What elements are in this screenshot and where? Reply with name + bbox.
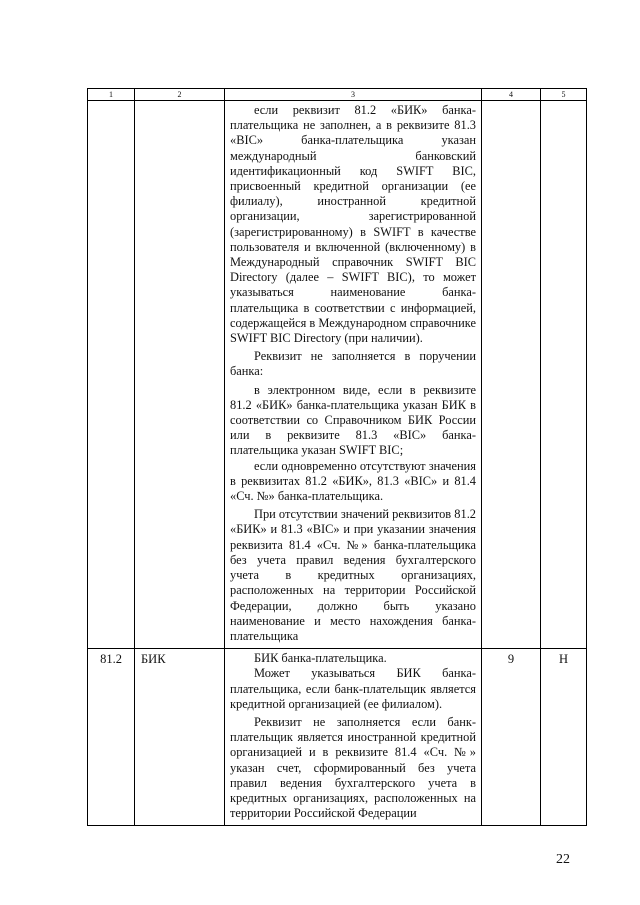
page-number: 22 [556,852,570,867]
row1-paragraph: в электронном виде, если в реквизите 81.2 «БИК» банка-плательщика указан БИК в соответствии со Справочником БИК России или в реквизите 81.3 «BIC» банка-плательщика указан SWIFT BIC; [230,382,476,458]
table-row [88,649,587,826]
row1-paragraph: если одновременно отсутствуют значения в реквизитах 81.2 «БИК», 81.3 «BIC» и 81.4 «Сч. №» банка-плательщика. [230,458,476,504]
row1-paragraph: При отсутствии значений реквизитов 81.2 «БИК» и 81.3 «BIC» и при указании значения реквизита 81.4 «Сч. №» банка-плательщика без учета правил ведения бухгалтерского учета в кредитных организациях, расположенных на территории Российской Федерации, должно быть указано наименование и место нахождения банка-плательщика [230,507,476,643]
row2-paragraph: Может указываться БИК банка-плательщика, если банк-плательщик является кредитной организацией (ее филиалом). [230,666,476,711]
row2-description-cell [225,649,482,826]
requisites-table [87,88,587,826]
row2-paragraph: БИК банка-плательщика. [254,651,387,666]
header-col-4: 4 [482,89,541,101]
table-row [88,101,587,649]
row1-paragraph: Реквизит не заполняется в поручении банка: [230,349,476,379]
row2-col4-value: 9 [482,649,541,826]
row2-paragraph: Реквизит не заполняется если банк-плательщик является иностранной кредитной организацией и в реквизите 81.4 «Сч. №» указан счет, сформированный без учета правил ведения бухгалтерского учета в кредитных организациях, расположенных на территории Российской Федерации [230,714,476,821]
header-col-2: 2 [135,89,225,101]
header-col-3: 3 [225,89,482,101]
header-col-5: 5 [541,89,587,101]
row1-col5-cell [541,101,587,649]
row2-number: 81.2 [88,649,135,826]
table-header-row [88,89,587,101]
row1-number-cell [88,101,135,649]
row2-col5-value: Н [541,649,587,826]
header-col-1: 1 [88,89,135,101]
row1-name-cell [135,101,225,649]
row1-description-cell [225,101,482,649]
row1-paragraph: если реквизит 81.2 «БИК» банка-плательщика не заполнен, а в реквизите 81.3 «BIC» банка-плательщика указан международный банковский идентификационный код SWIFT BIC, присвоенный кредитной организации (ее филиалу), иностранной кредитной организации, зарегистрированной (зарегистрированному) в SWIFT в качестве пользователя и включенной (включенному) в Международный справочник SWIFT BIC Directory (далее – SWIFT BIC), то может указываться наименование банка-плательщика в соответствии с информацией, содержащейся в Международном справочнике SWIFT BIC Directory (при наличии). [230,103,476,346]
row1-col4-cell [482,101,541,649]
row2-name: БИК [135,649,225,826]
